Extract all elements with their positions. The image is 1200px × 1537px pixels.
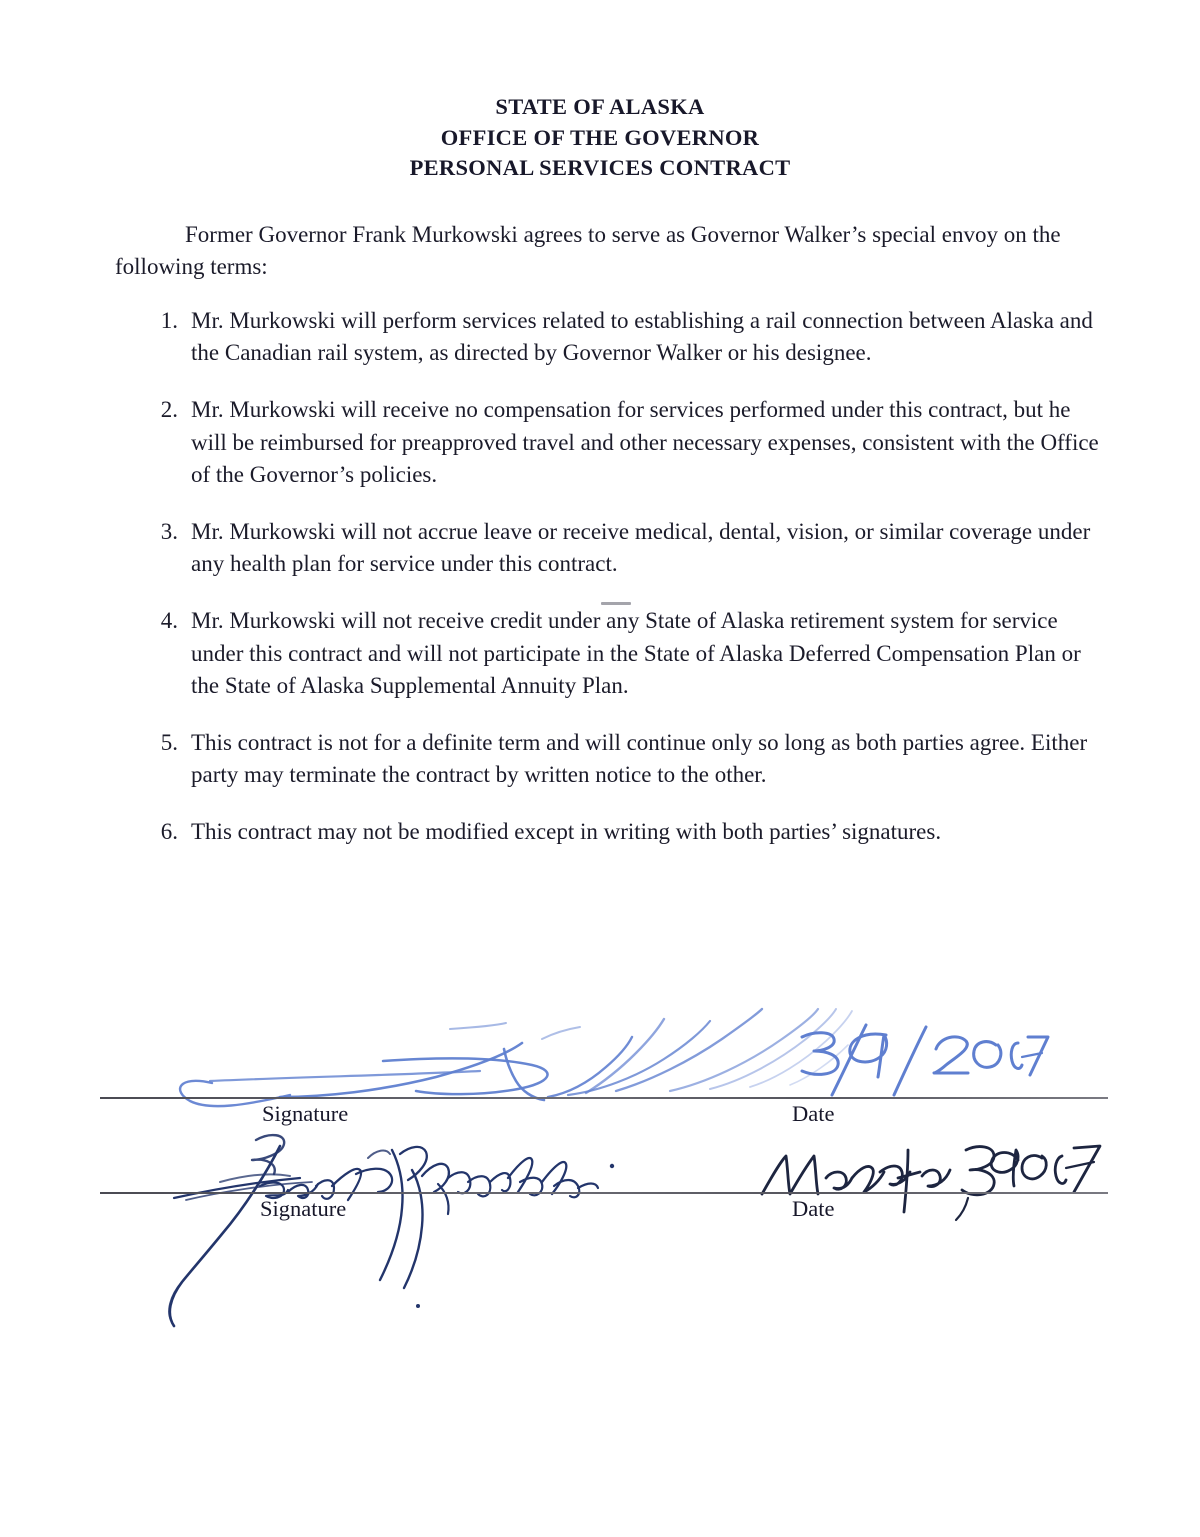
header-line-office: OFFICE OF THE GOVERNOR — [440, 124, 760, 150]
clause-number: 5. — [160, 730, 178, 756]
signature-label-row1: Signature — [262, 1101, 349, 1126]
clause-text: Mr. Murkowski will not accrue leave or receive medical, dental, vision, or similar coverage under any health plan for service under this contract. — [191, 519, 1091, 577]
clause-item — [140, 305, 1100, 369]
clause-number: 2. — [160, 397, 178, 423]
signature-line-row1 — [100, 1097, 1108, 1099]
clause-text: Mr. Murkowski will not receive credit under any State of Alaska retirement system for service under this contract and will not participate in the State of Alaska Deferred Compensation Plan or the State of Alaska Supplemental Annuity Plan. — [191, 608, 1081, 698]
signature-ink-murkowski — [160, 1130, 680, 1330]
clause-number: 4. — [160, 608, 178, 634]
clause-item — [140, 605, 1100, 702]
clause-number: 6. — [160, 819, 178, 845]
clause-item — [140, 394, 1100, 491]
clause-item — [140, 516, 1100, 580]
date-label-row2: Date — [792, 1196, 835, 1221]
intro-paragraph: Former Governor Frank Murkowski agrees to serve as Governor Walker’s special envoy on the following terms: — [115, 222, 1061, 279]
date-ink-walker — [790, 1023, 1050, 1103]
date-label-row1: Date — [792, 1101, 835, 1126]
document-header — [0, 92, 1200, 184]
clause-number: 3. — [160, 519, 178, 545]
clause-text: This contract may not be modified except in writing with both parties’ signatures. — [191, 819, 942, 845]
clause-number: 1. — [160, 308, 178, 333]
header-line-state: STATE OF ALASKA — [495, 94, 705, 119]
signature-ink-walker — [150, 1005, 870, 1115]
clause-text: Mr. Murkowski will perform services related to establishing a rail connection between Alaska and the Canadian rail system, as directed by Governor Walker or his designee. — [191, 308, 1093, 366]
clause-text: This contract is not for a definite term and will continue only so long as both parties agree. Either party may terminate the contract by written notice to the other. — [191, 730, 1088, 788]
clause-item — [140, 816, 1100, 848]
signature-label-row2: Signature — [260, 1196, 347, 1221]
signature-line-row2 — [100, 1192, 1108, 1194]
scan-artifact-mark — [601, 602, 631, 605]
clause-item — [140, 727, 1100, 791]
clause-text: Mr. Murkowski will receive no compensation for services performed under this contract, but he will be reimbursed for preapproved travel and other necessary expenses, consistent with the Office of the Governor’s policies. — [191, 397, 1099, 487]
clause-list — [140, 305, 1100, 874]
date-ink-murkowski — [756, 1140, 1106, 1220]
header-line-contract-type: PERSONAL SERVICES CONTRACT — [409, 155, 791, 180]
